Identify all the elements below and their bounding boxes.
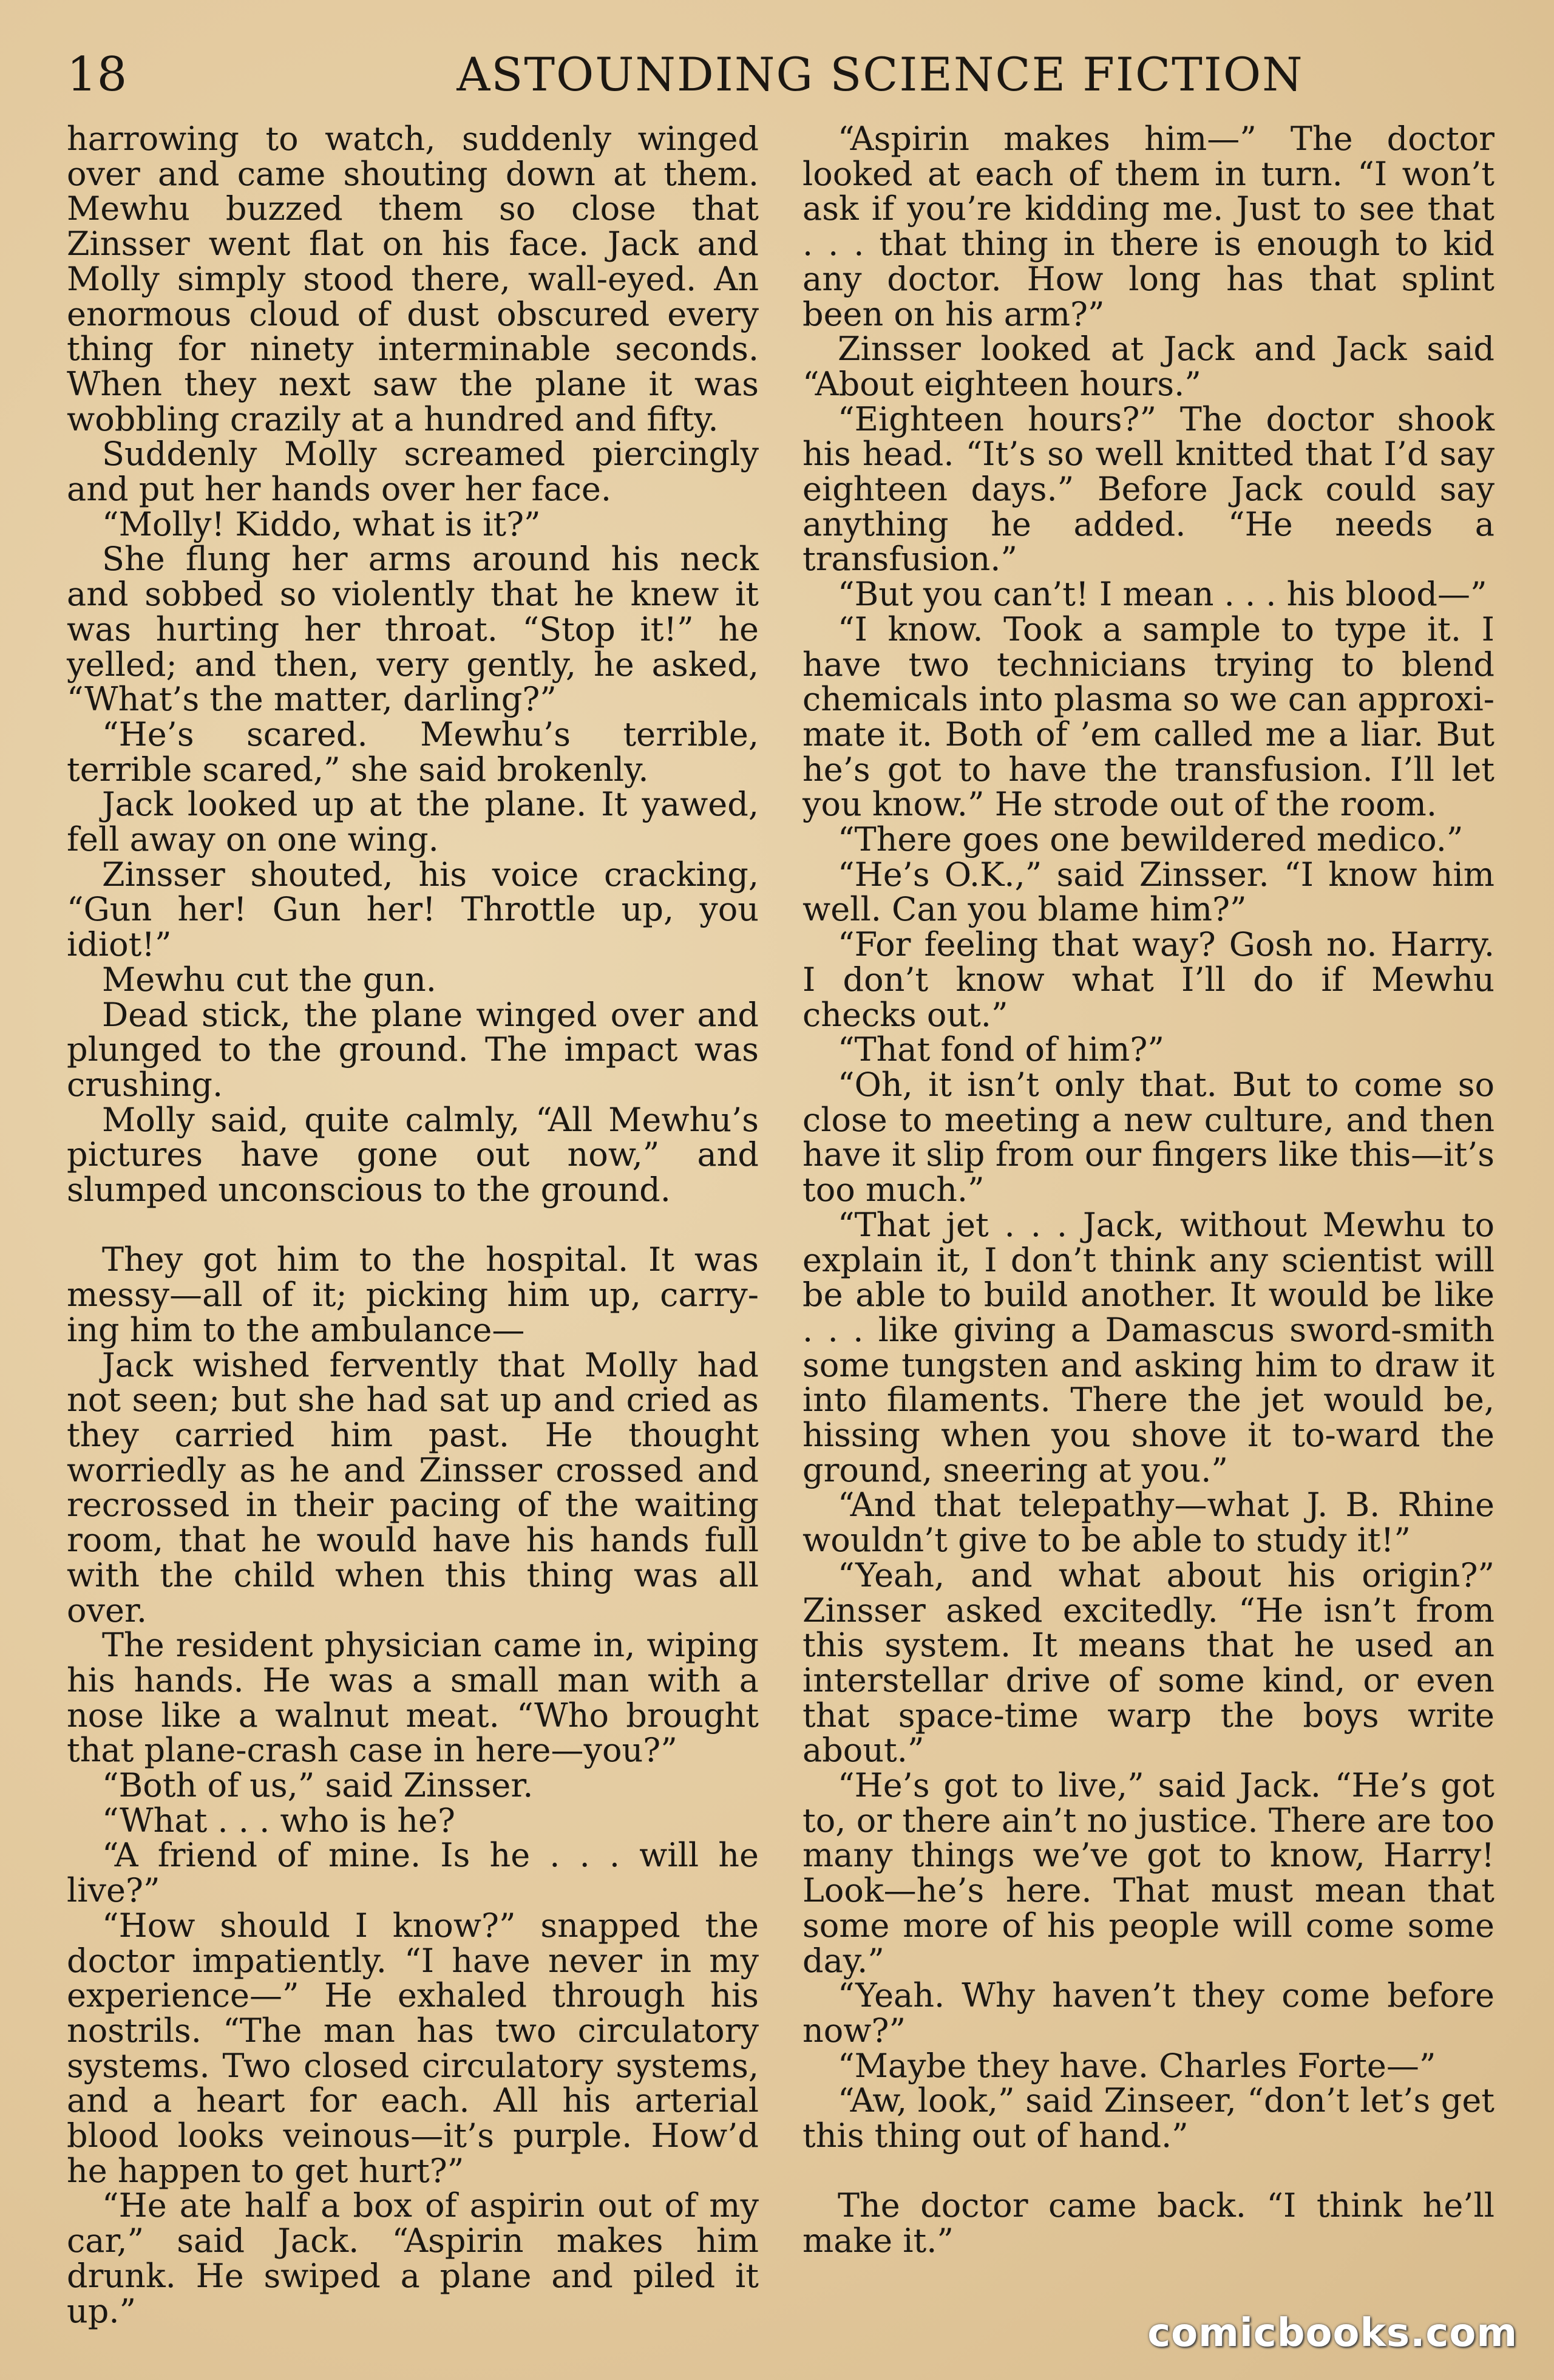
page-number: 18 (67, 47, 127, 102)
text-column-right (802, 121, 1495, 2259)
paragraph: “And that telepathy—what J. B. Rhine wouldn’t give to be able to study it!” (802, 1486, 1495, 1560)
paragraph: “I know. Took a sample to type it. I have two technicians trying to blend chemicals into plasma so we can approxi-mate it. Both of ’em called me a liar. But he’s got to have the transfusion. I’ll let you know.” He strode out of the room. (802, 610, 1495, 824)
paragraph: “Both of us,” said Zinsser. (102, 1766, 534, 1805)
paragraph: The doctor came back. “I think he’ll make it.” (802, 2186, 1495, 2260)
paragraph: She flung her arms around his neck and sobbed so violently that he knew it was hurting her throat. “Stop it!” he yelled; and then, very gently, he asked, “What’s the matter, darling?” (67, 540, 759, 719)
running-head: ASTOUNDING SCIENCE FICTION (456, 47, 1304, 101)
paragraph: “He’s scared. Mewhu’s terrible, terrible scared,” she said brokenly. (67, 715, 759, 789)
paragraph: “But you can’t! I mean . . . his blood—” (838, 575, 1487, 614)
paragraph: “For feeling that way? Gosh no. Harry. I don’t know what I’ll do if Mewhu checks out.” (802, 925, 1495, 1034)
watermark: comicbooks.com (1147, 2311, 1518, 2356)
paragraph: “There goes one bewildered medico.” (838, 820, 1464, 859)
paragraph: They got him to the hospital. It was messy—all of it; picking him up, carry-ing him to the ambulance— (67, 1240, 759, 1349)
paragraph: Suddenly Molly screamed piercingly and put her hands over her face. (67, 435, 759, 509)
paragraph: Jack looked up at the plane. It yawed, fell away on one wing. (67, 785, 759, 859)
page-header (67, 42, 1499, 109)
paragraph: Mewhu cut the gun. (102, 960, 436, 999)
paragraph: The resident physician came in, wiping his hands. He was a small man with a nose like a walnut meat. “Who brought that plane-crash case in here—you?” (67, 1626, 759, 1770)
paragraph: “Maybe they have. Charles Forte—” (838, 2046, 1436, 2085)
paragraph: “Aw, look,” said Zinseer, “don’t let’s get this thing out of hand.” (802, 2081, 1495, 2155)
paragraph: “How should I know?” snapped the doctor impatiently. “I have never in my experience—” He exhaled through his nostrils. “The man has two circulatory systems. Two closed circulatory systems, and a heart for each. All his arterial blood looks veinous—it’s purple. How’d he happen to get hurt?” (67, 1906, 759, 2190)
paragraph: Dead stick, the plane winged over and plunged to the ground. The impact was crushing. (67, 995, 759, 1104)
paragraph: “He ate half a box of aspirin out of my car,” said Jack. “Aspirin makes him drunk. He swiped a plane and piled it up.” (67, 2186, 759, 2330)
paragraph: “Yeah. Why haven’t they come before now?” (802, 1976, 1495, 2050)
paragraph: “That fond of him?” (838, 1030, 1164, 1069)
paragraph: Jack wished fervently that Molly had not seen; but she had sat up and cried as they carried him past. He thought worriedly as he and Zinsser crossed and recrossed in their pacing of the waiting room, that he would have his hands full with the child when this thing was all over. (67, 1345, 759, 1630)
paragraph: “Aspirin makes him—” The doctor looked at each of them in turn. “I won’t ask if you’re kidding me. Just to see that . . . that thing in there is enough to kid any doctor. How long has that splint been on his arm?” (802, 120, 1495, 333)
paragraph: “He’s got to live,” said Jack. “He’s got to, or there ain’t no justice. There are too many things we’ve got to know, Harry! Look—he’s here. That must mean that some more of his people will come some day.” (802, 1766, 1495, 1980)
paragraph: “That jet . . . Jack, without Mewhu to explain it, I don’t think any scientist will be able to build another. It would be like . . . like giving a Damascus sword-smith some tungsten and asking him to draw it into filaments. There the jet would be, hissing when you shove it to-ward the ground, sneering at you.” (802, 1205, 1495, 1489)
paragraph: Molly said, quite calmly, “All Mewhu’s pictures have gone out now,” and slumped unconscious to the ground. (67, 1100, 759, 1209)
paragraph: “Eighteen hours?” The doctor shook his head. “It’s so well knitted that I’d say eighteen days.” Before Jack could say anything he added. “He needs a transfusion.” (802, 399, 1495, 579)
text-column-left (67, 121, 759, 2328)
paragraph: “A friend of mine. Is he . . . will he live?” (67, 1836, 759, 1910)
paragraph: “Yeah, and what about his origin?” Zinsser asked excitedly. “He isn’t from this system. It means that he used an interstellar drive of some kind, or even that space-time warp the boys write about.” (802, 1555, 1495, 1770)
paragraph: Zinsser looked at Jack and Jack said “About eighteen hours.” (802, 330, 1495, 403)
paragraph: “What . . . who is he? (102, 1801, 455, 1840)
paragraph: harrowing to watch, suddenly winged over and came shouting down at them. Mewhu buzzed them so close that Zinsser went flat on his face. Jack and Molly simply stood there, wall-eyed. An enormous cloud of dust obscured every thing for ninety interminable seconds. When they next saw the plane it was wobbling crazily at a hundred and fifty. (67, 120, 759, 438)
paragraph: Zinsser shouted, his voice cracking, “Gun her! Gun her! Throttle up, you idiot!” (67, 855, 759, 964)
paragraph: “Oh, it isn’t only that. But to come so close to meeting a new culture, and then have it slip from our fingers like this—it’s too much.” (802, 1065, 1495, 1209)
paragraph: “He’s O.K.,” said Zinsser. “I know him well. Can you blame him?” (802, 855, 1495, 929)
paragraph: “Molly! Kiddo, what is it?” (102, 505, 541, 543)
